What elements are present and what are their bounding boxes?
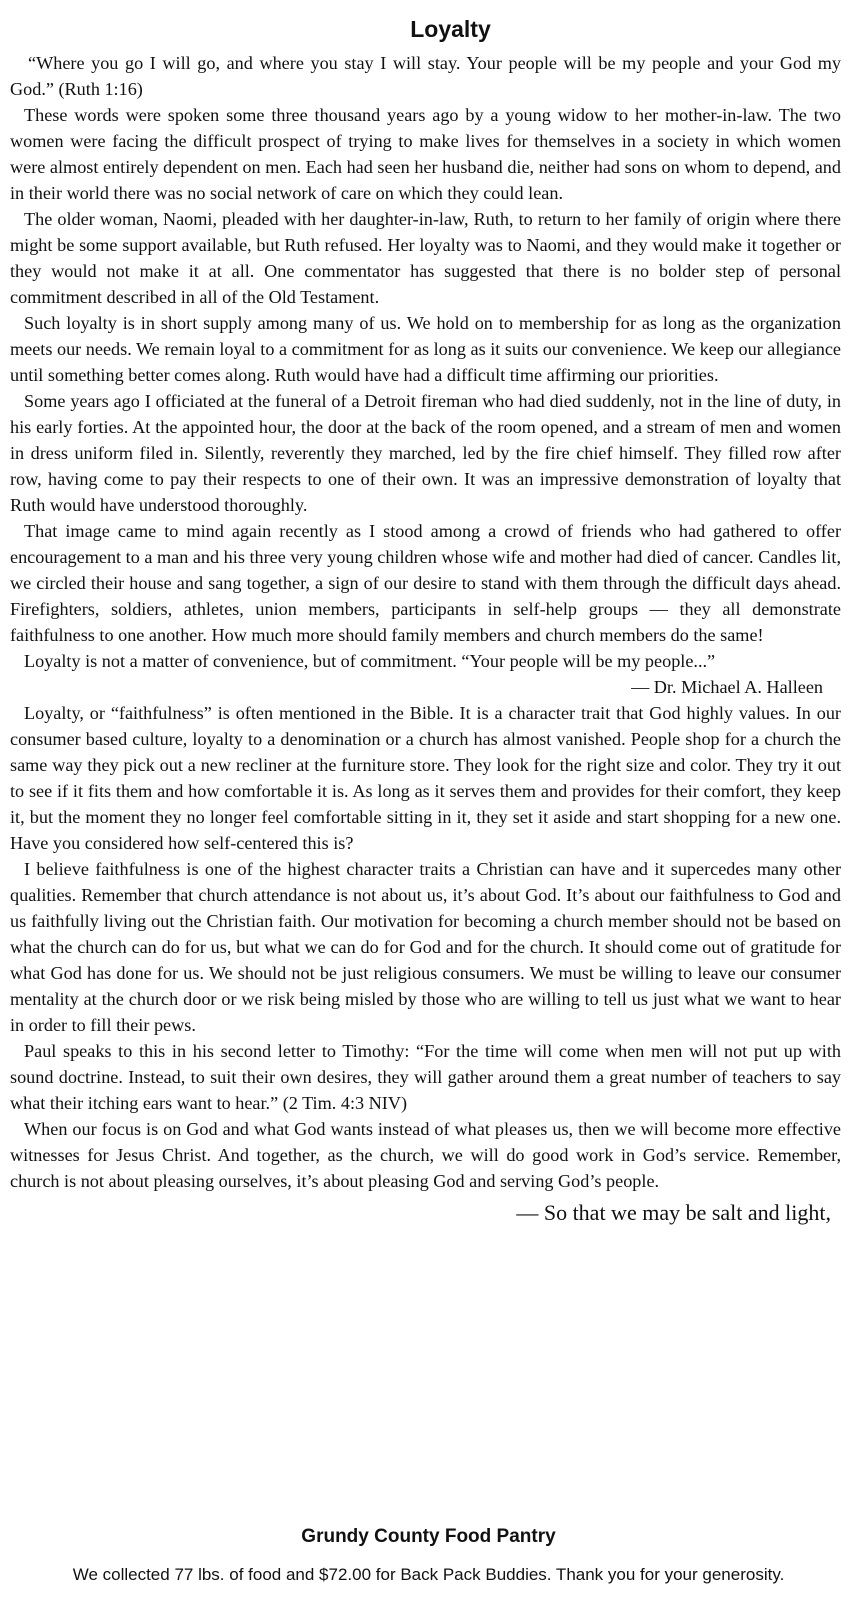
body-paragraph: These words were spoken some three thousand years ago by a young widow to her mother-in-law. The two women were facing the difficult prospect of trying to make lives for themselves in a society in which women were almost entirely dependent on men. Each had seen her husband die, neither had sons on whom to depend, and in their world there was no social network of care on which they could lean. [10, 105, 841, 203]
author-attribution: — Dr. Michael A. Halleen [631, 677, 823, 697]
closing-line: — So that we may be salt and light, [516, 1200, 831, 1225]
body-paragraph: The older woman, Naomi, pleaded with her daughter-in-law, Ruth, to return to her family of origin where there might be some support available, but Ruth refused. Her loyalty was to Naomi, and they would make it together or they would not make it at all. One commentator has suggested that there is no bolder step of personal commitment described in all of the Old Testament. [10, 209, 841, 307]
body-paragraph: Loyalty is not a matter of convenience, but of commitment. “Your people will be my people...” [24, 651, 716, 671]
food-pantry-heading: Grundy County Food Pantry [301, 1526, 556, 1547]
body-paragraph: Paul speaks to this in his second letter to Timothy: “For the time will come when men will not put up with sound doctrine. Instead, to suit their own desires, they will gather around them a great number of teachers to say what their itching ears want to hear.” (2 Tim. 4:3 NIV) [10, 1041, 841, 1113]
scripture-quote-paragraph: “Where you go I will go, and where you stay I will stay. Your people will be my people and your God my God.” (Ruth 1:16) [10, 53, 841, 99]
article-body-continued [10, 700, 841, 1194]
body-paragraph: When our focus is on God and what God wants instead of what pleases us, then we will become more effective witnesses for Jesus Christ. And together, as the church, we will do good work in God’s service. Remember, church is not about pleasing ourselves, it’s about pleasing God and serving God’s people. [10, 1119, 841, 1191]
body-paragraph: Such loyalty is in short supply among many of us. We hold on to membership for as long as the organization meets our needs. We remain loyal to a commitment for as long as it suits our convenience. We keep our allegiance until something better comes along. Ruth would have had a difficult time affirming our priorities. [10, 313, 841, 385]
food-pantry-text: We collected 77 lbs. of food and $72.00 for Back Pack Buddies. Thank you for your generosity. [72, 1565, 785, 1584]
body-paragraph: Loyalty, or “faithfulness” is often mentioned in the Bible. It is a character trait that God highly values. In our consumer based culture, loyalty to a denomination or a church has almost vanished. People shop for a church the same way they pick out a new recliner at the furniture store. They look for the right size and color. They try it out to see if it fits them and how comfortable it is. As long as it serves them and provides for their comfort, they keep it, but the moment they no longer feel comfortable sitting in it, they set it aside and start shopping for a new one. Have you considered how self-centered this is? [10, 703, 841, 853]
body-paragraph: I believe faithfulness is one of the highest character traits a Christian can have and it supercedes many other qualities. Remember that church attendance is not about us, it’s about God. It’s about our faithfulness to God and us faithfully living out the Christian faith. Our motivation for becoming a church member should not be based on what the church can do for us, but what we can do for God and for the church. It should come out of gratitude for what God has done for us. We should not be just religious consumers. We must be willing to leave our consumer mentality at the church door or we risk being misled by those who are willing to tell us just what we want to hear in order to fill their pews. [10, 859, 841, 1035]
body-paragraph: Some years ago I officiated at the funeral of a Detroit fireman who had died suddenly, not in the line of duty, in his early forties. At the appointed hour, the door at the back of the room opened, and a stream of men and women in dress uniform filed in. Silently, reverently they marched, led by the fire chief himself. They filled row after row, having come to pay their respects to one of their own. It was an impressive demonstration of loyalty that Ruth would have understood thoroughly. [10, 391, 841, 515]
article-body [10, 50, 841, 674]
article-title: Loyalty [410, 16, 491, 42]
document-page [10, 14, 841, 1228]
body-paragraph: That image came to mind again recently as I stood among a crowd of friends who had gathered to offer encouragement to a man and his three very young children whose wife and mother had died of cancer. Candles lit, we circled their house and sang together, a sign of our desire to stand with them through the difficult days ahead. Firefighters, soldiers, athletes, union members, participants in self-help groups — they all demonstrate faithfulness to one another. How much more should family members and church members do the same! [10, 521, 841, 645]
